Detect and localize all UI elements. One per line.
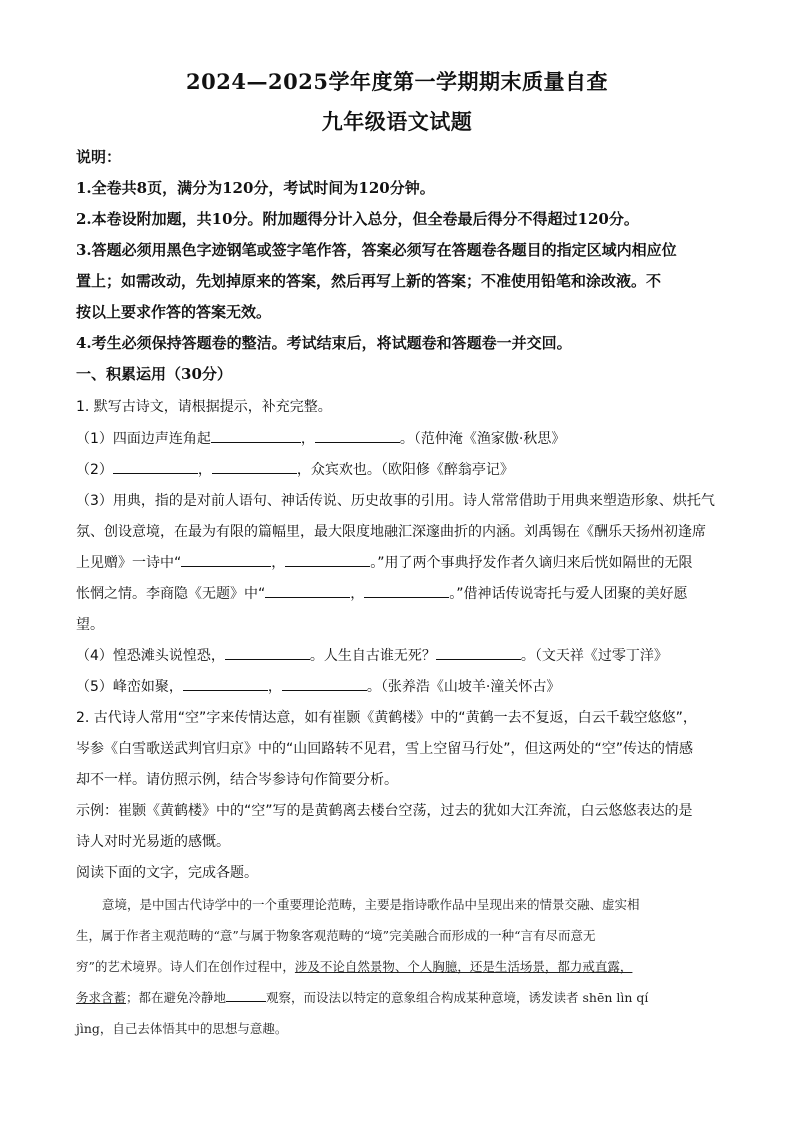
note-item-4: 4.考生必须保持答题卷的整洁。考试结束后，将试题卷和答题卷一并交回。 [76,334,572,352]
answer-blank[interactable] [282,676,367,691]
note-item-1: 1.全卷共8页，满分为120分，考试时间为120分钟。 [76,179,435,197]
underlined-sentence: 涉及不论自然景物、个人胸臆，还是生活场景，都力戒直露， [294,959,633,974]
passage-line4 [76,987,716,1009]
q1-part2-text: （2） [76,462,113,478]
answer-blank[interactable] [211,428,301,443]
q2-line3: 却不一样。请仿照示例，结合岑参诗句作简要分析。 [76,772,398,788]
q1-part3-line5: 望。 [76,617,104,633]
note-item-3: 3.答题必须用黑色字迹钢笔或签字笔作答，答案必须写在答题卷各题目的指定区域内相应位 [76,241,677,259]
answer-blank[interactable] [265,583,350,598]
q1-part1-text: （1）四面边声连角起 [76,431,211,447]
note-item-3-cont1: 置上；如需改动，先划掉原来的答案，然后再写上新的答案；不准使用铅笔和涂改液。不 [76,272,662,290]
q1-part3-text: 怅惘之情。李商隐《无题》中“ [76,586,266,602]
answer-blank[interactable] [285,552,370,567]
q1-part1-source: 。（范仲淹《渔家傲·秋思》 [399,431,566,447]
comma: ， [271,555,286,571]
answer-blank[interactable] [225,645,310,660]
answer-blank[interactable] [212,459,297,474]
q1-part3-line1: （3）用典，指的是对前人语句、神话传说、历史故事的引用。诗人常常借助于用典来塑造形象、烘托气 [76,493,715,509]
q1-part3-line3 [76,552,726,574]
exam-title: 2024—2025学年度第一学期期末质量自查 [186,69,608,94]
answer-blank[interactable] [364,583,449,598]
q1-part4-text: （4）惶恐滩头说惶恐， [76,648,225,664]
q1-part4 [76,645,726,667]
q2-line2: 岑参《白雪歌送武判官归京》中的“山回路转不见君，雪上空留马行处”，但这两处的“空”传达的情感 [76,741,694,757]
q2-line1: 2. 古代诗人常用“空”字来传情达意，如有崔颢《黄鹤楼》中的“黄鹤一去不复返，白云千载空悠悠”， [76,710,697,726]
comma: ， [350,586,365,602]
notes-label: 说明： [76,148,122,166]
passage-text: ；都在避免冷静地 [126,990,227,1005]
q1-part3-text: 。”借神话传说寄托与爱人团聚的美好愿 [449,586,688,602]
answer-blank[interactable] [226,989,266,1002]
comma: ， [300,431,315,447]
note-item-2: 2.本卷设附加题，共10分。附加题得分计入总分，但全卷最后得分不得超过120分。 [76,210,639,228]
q1-stem: 1. 默写古诗文，请根据提示，补充完整。 [76,399,332,415]
q1-part5 [76,676,726,698]
note-item-3-cont2: 按以上要求作答的答案无效。 [76,303,272,321]
reading-instruction: 阅读下面的文字，完成各题。 [76,865,258,881]
answer-blank[interactable] [436,645,521,660]
q1-part5-source: 。（张养浩《山坡羊·潼关怀古》 [366,679,561,695]
q1-part5-text: （5）峰峦如聚， [76,679,183,695]
passage-line2: 生，属于作者主观范畴的“意”与属于物象客观范畴的“境”完美融合而形成的一种“言有尽而意无 [76,928,596,943]
passage-text: 穷”的艺术境界。诗人们在创作过程中， [76,959,295,974]
q1-part4-source: 。（文天祥《过零丁洋》 [520,648,668,664]
answer-blank[interactable] [315,428,400,443]
passage-line1: 意境，是中国古代诗学中的一个重要理论范畴，主要是指诗歌作品中呈现出来的情景交融、虚实相 [102,897,640,912]
section-heading: 一、积累运用（30分） [76,365,232,383]
q2-example-line2: 诗人对时光易逝的感慨。 [76,834,230,850]
q1-part1 [76,428,726,450]
passage-line3 [76,956,716,978]
q1-part2-source: ，众宾欢也。（欧阳修《醉翁亭记》 [296,462,514,478]
q1-part4-text: 。人生自古谁无死？ [309,648,436,664]
exam-subtitle: 九年级语文试题 [321,109,473,134]
underlined-sentence: 务求含蓄 [76,990,127,1005]
q1-part3-text: 。”用了两个事典抒发作者久谪归来后恍如隔世的无限 [370,555,693,571]
comma: ， [267,679,282,695]
answer-blank[interactable] [183,676,268,691]
q1-part3-line2: 氛、创设意境，在最为有限的篇幅里，最大限度地融汇深邃曲折的内涵。刘禹锡在《酬乐天扬州初逢席 [76,524,706,540]
q1-part2 [76,459,726,481]
comma: ， [197,462,212,478]
q1-part3-line4 [76,583,726,605]
answer-blank[interactable] [181,552,271,567]
q1-part3-text: 上见赠》一诗中“ [76,555,182,571]
passage-line5: jìng，自己去体悟其中的思想与意趣。 [76,1021,288,1036]
q2-example-line1: 示例：崔颢《黄鹤楼》中的“空”写的是黄鹤离去楼台空荡，过去的犹如大江奔流，白云悠悠表达的是 [76,803,693,819]
answer-blank[interactable] [113,459,198,474]
passage-text: 观察，而设法以特定的意象组合构成某种意境，诱发读者 shēn lìn qí [266,990,649,1005]
